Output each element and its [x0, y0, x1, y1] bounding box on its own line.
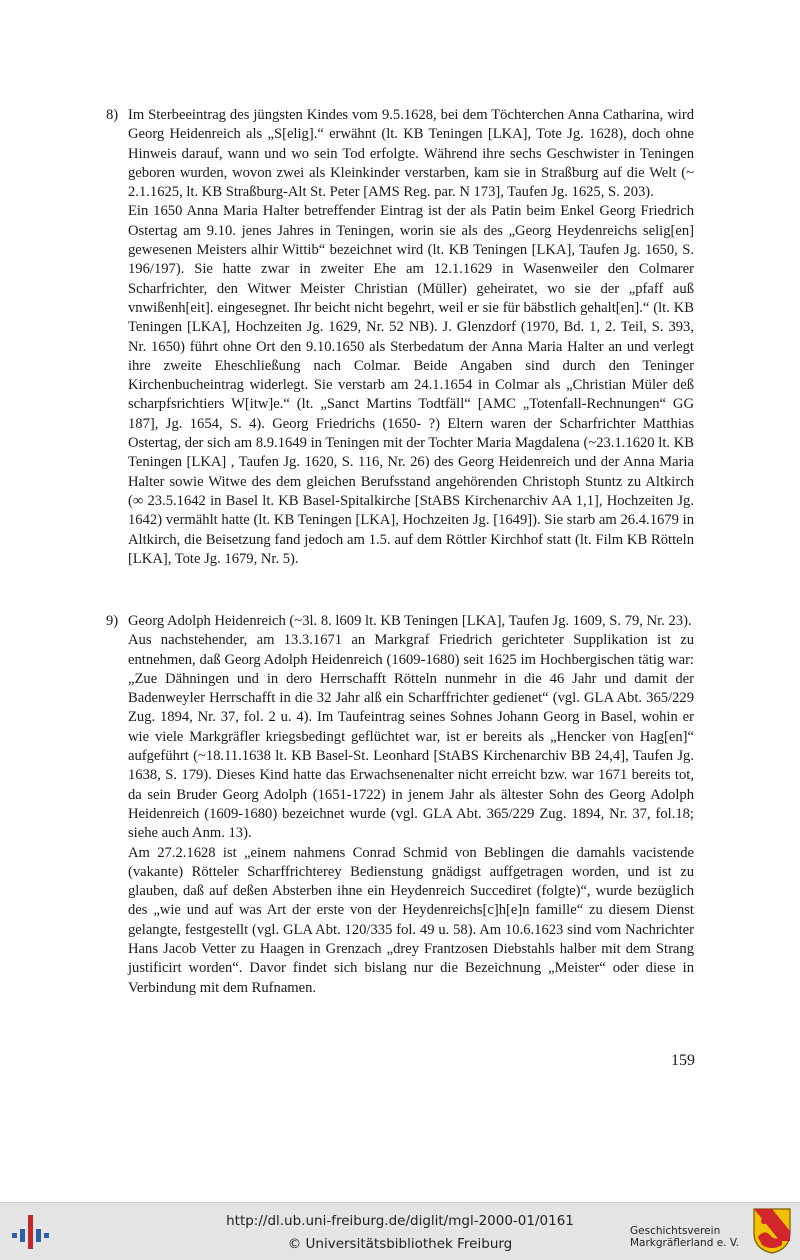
society-name-line: Geschichtsverein	[630, 1225, 721, 1237]
ub-freiburg-logo-icon	[10, 1211, 50, 1253]
footnote-paragraph: Aus nachstehender, am 13.3.1671 an Markgraf Friedrich gerichteter Supplikation ist zu entnehmen, daß Georg Adolph Heidenreich (1609-1680) seit 1625 im Hochbergischen tätig war: „Zue Dähningen und in dero Herrschafft Rötteln nunmehr in die 46 Jahr und damit der Badenweyler Herrschafft in die 32 Jahr alß ein Scharffrichter gedienet“ (vgl. GLA Abt. 365/229 Zug. 1894, Nr. 37, fol. 2 u. 4). Im Taufeintrag seines Sohnes Johann Georg in Basel, wohin er wie viele Markgräfler kriegsbedingt geflüchtet war, ist er bereits als „Hencker von Hag[en]“ aufgeführt (~18.11.1638 lt. KB Basel-St. Leonhard [StABS Kirchenarchiv BB 24,4], Taufen Jg. 1638, S. 179). Dieses Kind hatte das Erwachsenenalter nicht erreicht bzw. war 1671 bereits tot, da sein Bruder Georg Adolph (1651-1722) in jenem Jahr als ältester Sohn des Georg Adolph Heidenreich (1609-1680) bezeichnet wurde (vgl. GLA Abt. 365/229 Zug. 1894, Nr. 37, fol.18; siehe auch Anm. 13).	[128, 632, 694, 842]
page-number: 159	[671, 1052, 695, 1069]
footnote-number: 8)	[106, 107, 119, 123]
footer-url-link[interactable]: http://dl.ub.uni-freiburg.de/diglit/mgl-2000-01/0161	[226, 1213, 574, 1229]
footnote-paragraph: Ein 1650 Anna Maria Halter betreffender Eintrag ist der als Patin beim Enkel Georg Friedrich Ostertag am 9.10. jenes Jahres in Teningen, worin sie als des „Georg Heydenreichs selig[en] gewesenen Meisters alhir Wittib“ bezeichnet wird (lt. KB Teningen [LKA], Taufen Jg. 1650, S. 196/197). Sie hatte zwar in zweiter Ehe am 12.1.1629 in Wasenweiler den Colmarer Scharfrichter, den Witwer Meister Christian (Müller) geheiratet, wo sie der „pfaff auß vnwißenh[eit]. eingesegnet. Ihr beicht nicht begehrt, weil er sie für bäbstlich gehalt[en].“ (lt. KB Teningen [LKA], Hochzeiten Jg. 1629, Nr. 52 NB). J. Glenzdorf (1970, Bd. 1, 2. Teil, S. 393, Nr. 1650) führt ohne Ort den 9.10.1650 als Sterbedatum der Anna Maria Halter an und verlegt ihre zweite Eheschließung nach Colmar. Beide Angaben sind durch den Teninger Kirchenbucheintrag widerlegt. Sie verstarb am 24.1.1654 in Colmar als „Christian Müler deß scharpfsrichtiers W[itw]e.“ (lt. „Sanct Martins Todtfäll“ [AMC „Totenfall-Rechnungen“ GG 187], Jg. 1654, S. 4). Georg Friedrichs (1650- ?) Eltern waren der Scharfrichter Matthias Ostertag, der sich am 8.9.1649 in Teningen mit der Tochter Maria Magdalena (~23.1.1620 lt. KB Teningen [LKA] , Taufen Jg. 1620, S. 116, Nr. 26) des Georg Heidenreich und der Anna Maria Halter sowie Witwe des dem gleichen Berufsstand angehörenden Christoph Stuntz zu Altkirch (∞ 23.5.1642 in Basel lt. KB Basel-Spitalkirche [StABS Kirchenarchiv AA 1,1], Hochzeiten Jg. 1642) vermählt hatte (lt. KB Teningen [LKA], Hochzeiten Jg. [1649]). Sie starb am 26.4.1679 in Altkirch, die Beisetzung fand jedoch am 1.5. auf dem Röttler Kirchhof statt (lt. Film KB Rötteln [LKA], Tote Jg. 1679, Nr. 5).	[128, 203, 694, 567]
footnote-paragraph: Am 27.2.1628 ist „einem nahmens Conrad Schmid von Beblingen die damahls vacistende (vakante) Rötteler Scharffrichterey Bedienstung gnädigst auffgetragen worden, und ist zu glauben, daß auf deßen Absterben ihne ein Heydenreich Succediret (folgte)“, wurde bezüglich des „wie und auf was Art der erste von der Heydenreichs[c]h[e]n famille“ zu diesem Dienst gelangte, festgestellt (vgl. GLA Abt. 120/335 fol. 49 u. 58). Am 10.6.1623 sind vom Nachrichter Hans Jacob Vetter zu Haagen in Grenzach „drey Frantzosen Diebstahls halber mit dem Strang justificirt worden“. Davor findet sich bislang nur die Bezeichnung „Meister“ oder diese in Verbindung mit dem Rufnamen.	[128, 844, 694, 996]
footer-copyright: © Universitätsbibliothek Freiburg	[287, 1236, 513, 1252]
footnote-body	[128, 106, 694, 569]
footnote-8	[107, 106, 694, 569]
footer-bar	[0, 1202, 800, 1260]
society-name-line: Markgräflerland e. V.	[630, 1237, 740, 1249]
society-name	[630, 1225, 748, 1249]
footnote-9	[107, 612, 694, 998]
footnote-number: 9)	[106, 613, 119, 629]
footnote-paragraph: Georg Adolph Heidenreich (~3l. 8. l609 lt. KB Teningen [LKA], Taufen Jg. 1609, S. 79, Nr. 23).	[128, 613, 692, 629]
footnote-body	[128, 612, 694, 998]
footnote-paragraph: Im Sterbeeintrag des jüngsten Kindes vom 9.5.1628, bei dem Töchterchen Anna Catharina, wird Georg Heidenreich als „S[elig].“ erwähnt (lt. KB Teningen [LKA], Tote Jg. 1628), doch ohne Hinweis darauf, wann und wo sein Tod erfolgte. Während ihre sechs Geschwister in Teningen geboren wurden, wovon zwei als Kleinkinder verstarben, kam sie in Straßburg auf die Welt (~ 2.1.1625, lt. KB Straßburg-Alt St. Peter [AMS Reg. par. N 173], Taufen Jg. 1625, S. 203).	[128, 107, 694, 201]
coat-of-arms-icon	[752, 1207, 792, 1255]
